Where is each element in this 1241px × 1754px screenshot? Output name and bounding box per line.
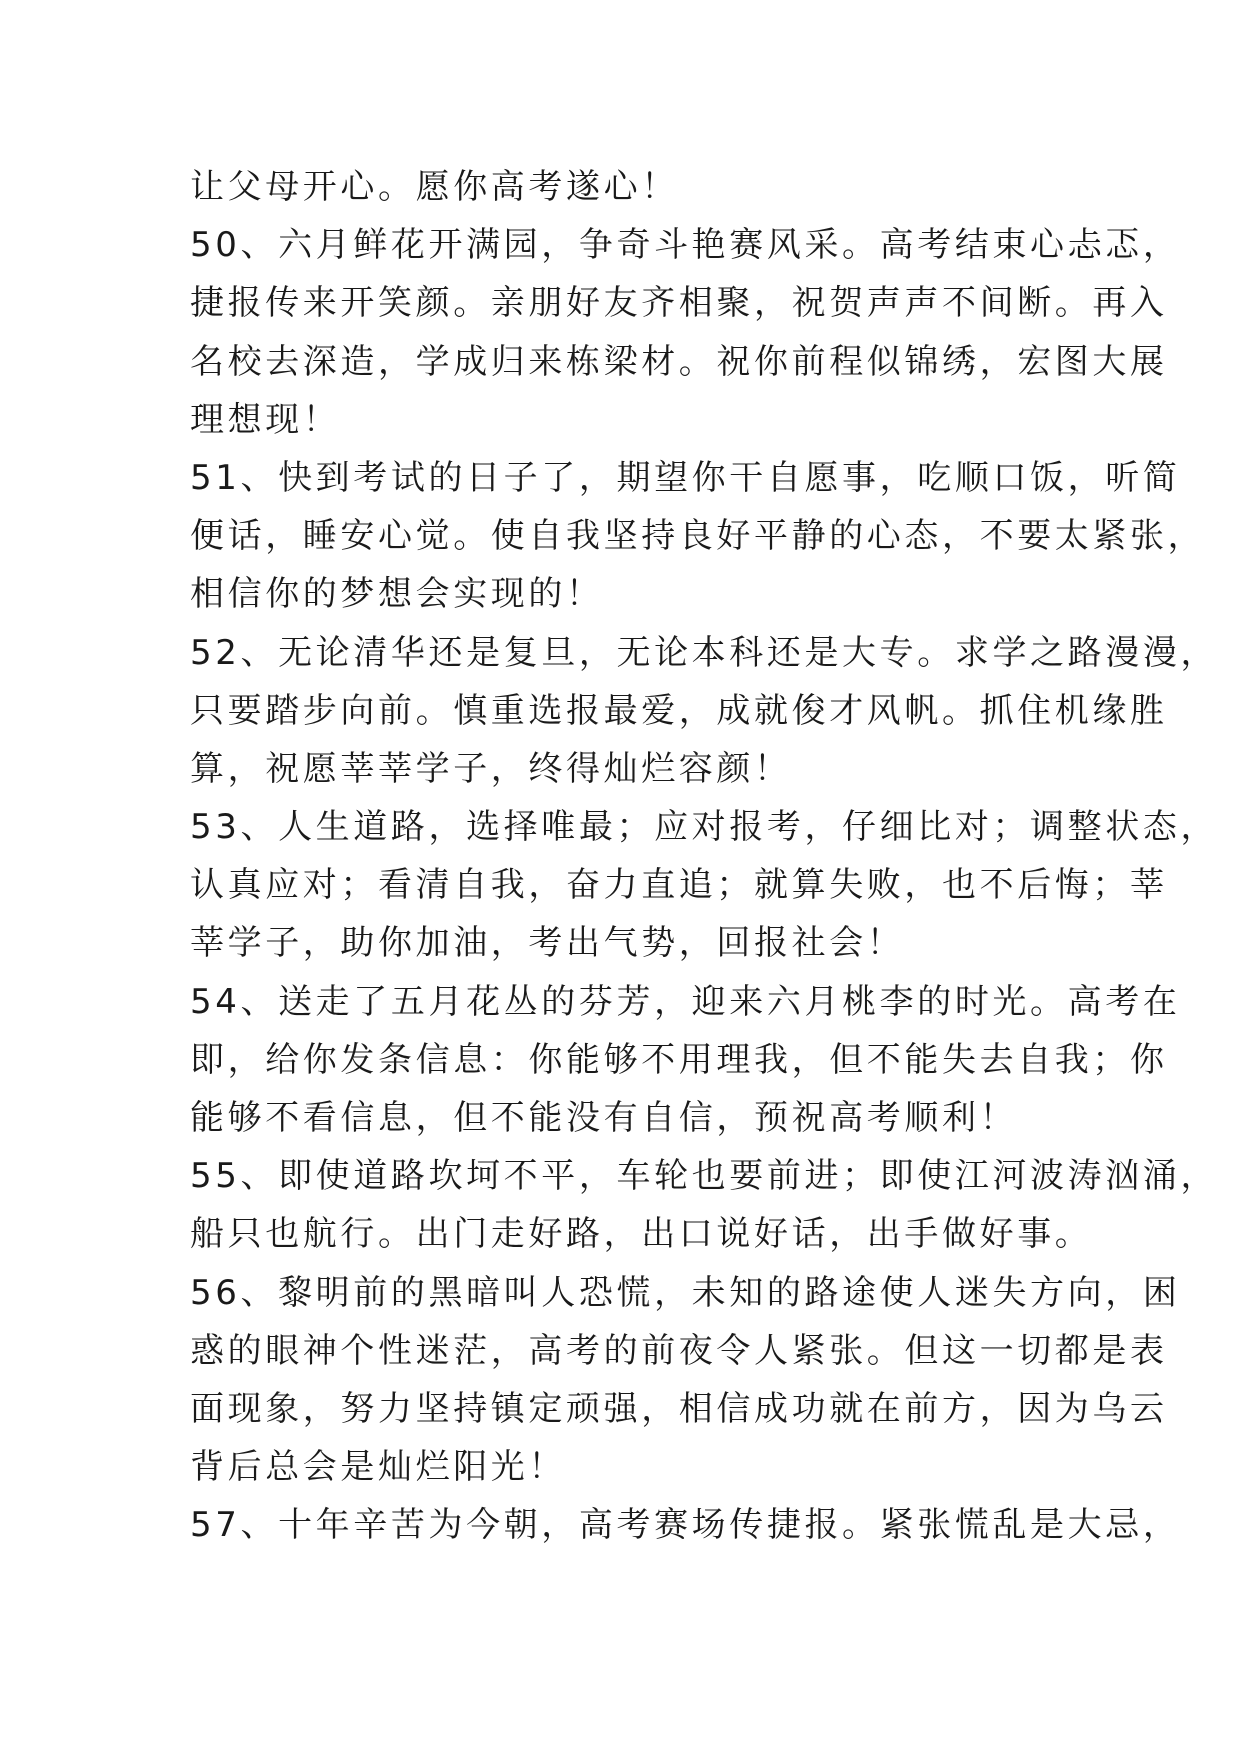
text-line: 53、人生道路，选择唯最；应对报考，仔细比对；调整状态， <box>190 807 1219 848</box>
text-line: 52、无论清华还是复旦，无论本科还是大专。求学之路漫漫， <box>190 632 1219 673</box>
text-line: 背后总会是灿烂阳光！ <box>190 1447 566 1488</box>
text-line: 理想现！ <box>190 399 341 440</box>
document-body <box>190 158 1219 1555</box>
text-line: 面现象，努力坚持镇定顽强，相信成功就在前方，因为乌云 <box>190 1388 1168 1429</box>
text-line: 56、黎明前的黑暗叫人恐慌，未知的路途使人迷失方向，困 <box>190 1272 1181 1313</box>
text-line: 认真应对；看清自我，奋力直追；就算失败，也不后悔；莘 <box>190 865 1168 906</box>
text-line: 让父母开心。愿你高考遂心！ <box>190 167 679 207</box>
text-line: 50、六月鲜花开满园，争奇斗艳赛风采。高考结束心忐忑， <box>190 225 1181 266</box>
text-line: 捷报传来开笑颜。亲朋好友齐相聚，祝贺声声不间断。再入 <box>190 283 1168 324</box>
text-line: 莘学子，助你加油，考出气势，回报社会！ <box>190 923 905 964</box>
text-line: 只要踏步向前。慎重选报最爱，成就俊才风帆。抓住机缘胜 <box>190 690 1168 731</box>
text-line: 51、快到考试的日子了，期望你干自愿事，吃顺口饭，听简 <box>190 457 1181 498</box>
text-line: 船只也航行。出门走好路，出口说好话，出手做好事。 <box>190 1214 1093 1255</box>
text-line: 即，给你发条信息：你能够不用理我，但不能失去自我；你 <box>190 1039 1168 1080</box>
text-line: 相信你的梦想会实现的！ <box>190 574 604 615</box>
text-line: 57、十年辛苦为今朝，高考赛场传捷报。紧张慌乱是大忌， <box>190 1505 1181 1546</box>
text-line: 便话，睡安心觉。使自我坚持良好平静的心态，不要太紧张， <box>190 516 1206 557</box>
text-line: 算，祝愿莘莘学子，终得灿烂容颜！ <box>190 748 792 789</box>
text-line: 能够不看信息，但不能没有自信，预祝高考顺利！ <box>190 1098 1018 1138</box>
text-line: 55、即使道路坎坷不平，车轮也要前进；即使江河波涛汹涌， <box>190 1156 1219 1197</box>
text-line: 惑的眼神个性迷茫，高考的前夜令人紧张。但这一切都是表 <box>190 1330 1168 1371</box>
text-line: 54、送走了五月花丛的芬芳，迎来六月桃李的时光。高考在 <box>190 981 1181 1022</box>
text-line: 名校去深造，学成归来栋梁材。祝你前程似锦绣，宏图大展 <box>190 341 1168 382</box>
